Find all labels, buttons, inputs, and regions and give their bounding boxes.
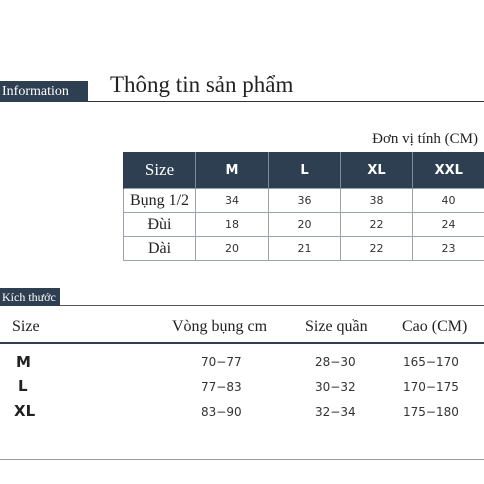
waist-value: 77−83 <box>201 380 242 394</box>
height-value: 170−175 <box>403 380 459 394</box>
column-header: Size quần <box>305 318 368 335</box>
column-header: Cao (CM) <box>402 318 468 335</box>
pants-size-value: 30−32 <box>315 380 356 394</box>
unit-label: Đơn vị tính (CM) <box>372 131 478 147</box>
size-value: M <box>16 353 31 371</box>
table-cell: 22 <box>341 213 413 237</box>
column-header: XL <box>341 152 413 189</box>
table-cell: 18 <box>196 213 269 237</box>
height-value: 165−170 <box>403 355 459 369</box>
waist-value: 70−77 <box>201 355 242 369</box>
row-label: Dài <box>124 237 196 261</box>
bottom-divider <box>0 459 484 460</box>
size-chart-table <box>123 152 484 261</box>
table-cell: 38 <box>341 189 413 213</box>
column-header: Size <box>124 152 196 189</box>
size-chart-header-row <box>124 152 484 189</box>
table-cell: 20 <box>196 237 269 261</box>
table-cell: 34 <box>196 189 269 213</box>
header-rule <box>0 342 484 344</box>
column-header: L <box>269 152 341 189</box>
pants-size-value: 28−30 <box>315 355 356 369</box>
table-cell: 24 <box>413 213 484 237</box>
waist-value: 83−90 <box>201 405 242 419</box>
size-guide-badge: Kích thước <box>0 288 60 306</box>
row-label: Bụng 1/2 <box>124 189 196 213</box>
column-header: Vòng bụng cm <box>172 318 268 335</box>
header-divider <box>88 101 484 102</box>
table-row <box>124 189 484 213</box>
size-value: L <box>18 377 28 395</box>
size-value: XL <box>14 402 36 420</box>
pants-size-value: 32−34 <box>315 405 356 419</box>
table-cell: 36 <box>269 189 341 213</box>
table-cell: 21 <box>269 237 341 261</box>
row-label: Đùi <box>124 213 196 237</box>
section-divider <box>60 305 484 306</box>
table-cell: 23 <box>413 237 484 261</box>
column-header: Size <box>12 318 40 335</box>
table-cell: 20 <box>269 213 341 237</box>
information-badge: Information <box>0 81 88 102</box>
table-row <box>124 213 484 237</box>
column-header: XXL <box>413 152 484 189</box>
column-header: M <box>196 152 269 189</box>
table-cell: 22 <box>341 237 413 261</box>
table-cell: 40 <box>413 189 484 213</box>
table-row <box>124 237 484 261</box>
page-title: Thông tin sản phẩm <box>110 72 294 97</box>
height-value: 175−180 <box>403 405 459 419</box>
